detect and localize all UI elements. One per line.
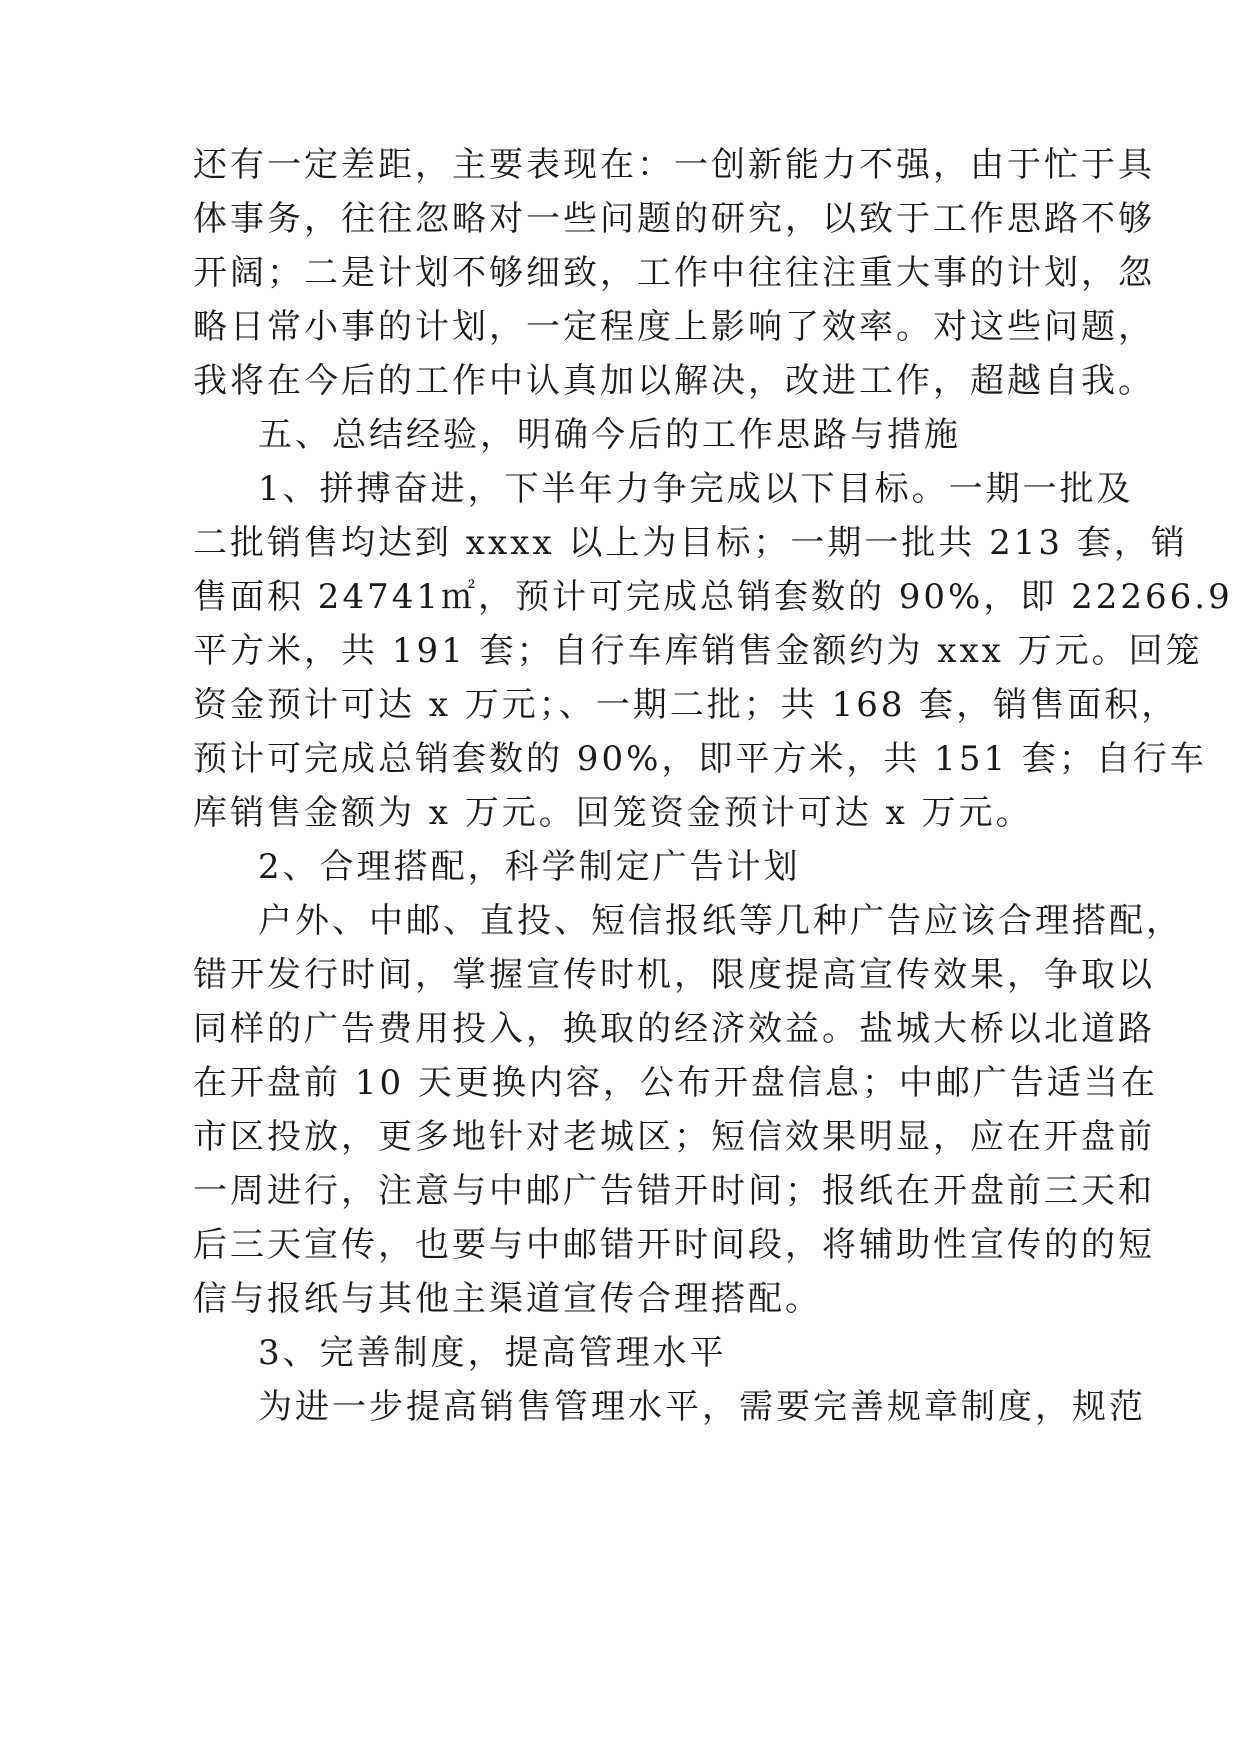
paragraph-line: 我将在今后的工作中认真加以解决，改进工作，超越自我。 [193, 361, 1155, 401]
paragraph-line: 同样的广告费用投入，换取的经济效益。盐城大桥以北道路 [193, 1009, 1155, 1049]
paragraph-line: 信与报纸与其他主渠道宣传合理搭配。 [193, 1279, 822, 1319]
paragraph-line: 市区投放，更多地针对老城区；短信效果明显，应在开盘前 [193, 1117, 1155, 1157]
paragraph-line: 平方米，共 191 套；自行车库销售金额约为 xxx 万元。回笼 [193, 631, 1203, 671]
paragraph-line: 一周进行，注意与中邮广告错开时间；报纸在开盘前三天和 [193, 1171, 1155, 1211]
paragraph-line: 资金预计可达 x 万元；、一期二批；共 168 套，销售面积， [193, 685, 1179, 725]
paragraph-line: 户外、中邮、直投、短信报纸等几种广告应该合理搭配， [258, 901, 1183, 941]
paragraph-line: 为进一步提高销售管理水平，需要完善规章制度，规范 [258, 1387, 1146, 1427]
section-heading: 五、总结经验，明确今后的工作思路与措施 [258, 415, 961, 455]
paragraph-line: 在开盘前 10 天更换内容，公布开盘信息；中邮广告适当在 [193, 1063, 1158, 1103]
subsection-heading: 2、合理搭配，科学制定广告计划 [258, 847, 801, 887]
paragraph-line: 1、拼搏奋进，下半年力争完成以下目标。一期一批及 [258, 469, 1134, 509]
paragraph-line: 后三天宣传，也要与中邮错开时间段，将辅助性宣传的的短 [193, 1225, 1155, 1265]
paragraph-line: 预计可完成总销套数的 90%，即平方米，共 151 套；自行车 [193, 739, 1207, 779]
paragraph-line: 略日常小事的计划，一定程度上影响了效率。对这些问题， [193, 307, 1155, 347]
paragraph-line: 体事务，往往忽略对一些问题的研究，以致于工作思路不够 [193, 199, 1155, 239]
paragraph-line: 错开发行时间，掌握宣传时机，限度提高宣传效果，争取以 [193, 955, 1155, 995]
subsection-heading: 3、完善制度，提高管理水平 [258, 1333, 727, 1373]
paragraph-line: 还有一定差距，主要表现在：一创新能力不强，由于忙于具 [193, 145, 1155, 185]
paragraph-line: 售面积 24741㎡，预计可完成总销套数的 90%，即 22266.9 [193, 577, 1233, 617]
paragraph-line: 库销售金额为 x 万元。回笼资金预计可达 x 万元。 [193, 793, 1033, 833]
paragraph-line: 开阔；二是计划不够细致，工作中往往注重大事的计划，忽 [193, 253, 1155, 293]
paragraph-line: 二批销售均达到 xxxx 以上为目标；一期一批共 213 套，销 [193, 523, 1188, 563]
